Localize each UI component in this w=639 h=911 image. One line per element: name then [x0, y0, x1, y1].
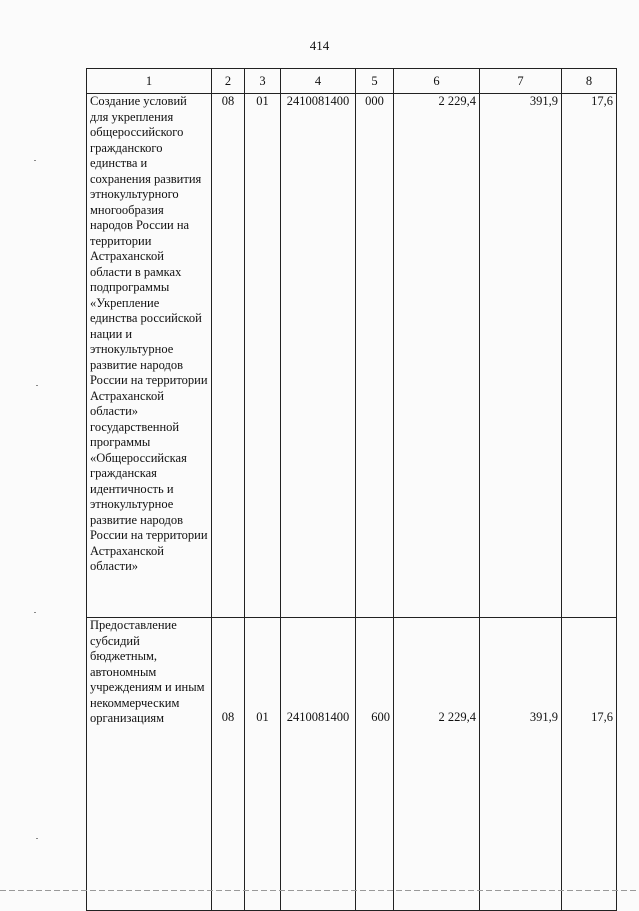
- col-header-5: 5: [356, 69, 394, 94]
- col-header-8: 8: [562, 69, 617, 94]
- row-description: Создание условий для укрепления общероссийского гражданского единства и сохранения развития этнокультурного многообразия народов России на территории Астраханской области в рамках подпрограммы «Укрепление единства российской нации и этнокультурное развитие народов России на территории Астраханской области» государственной программы «Общероссийская гражданская идентичность и этнокультурное развитие народов России на территории Астраханской области»: [87, 94, 212, 618]
- table-row: [87, 94, 617, 618]
- col-header-1: 1: [87, 69, 212, 94]
- scan-speck: [34, 612, 36, 613]
- col-header-2: 2: [212, 69, 245, 94]
- page-number: 414: [309, 38, 330, 53]
- row-amount-1: 2 229,4: [394, 618, 480, 911]
- scan-speck: [36, 838, 38, 839]
- table-header-row: [87, 69, 617, 94]
- col-header-4: 4: [281, 69, 356, 94]
- row-amount-2: 391,9: [480, 618, 562, 911]
- table-row: [87, 618, 617, 911]
- row-target-article: 2410081400: [281, 618, 356, 911]
- scan-edge-line: [0, 890, 639, 891]
- row-percent: 17,6: [562, 94, 617, 618]
- col-header-3: 3: [245, 69, 281, 94]
- row-amount-1: 2 229,4: [394, 94, 480, 618]
- row-subsection: 01: [245, 94, 281, 618]
- row-section: 08: [212, 94, 245, 618]
- row-target-article: 2410081400: [281, 94, 356, 618]
- row-description: Предоставление субсидий бюджетным, автономным учреждениям и иным некоммерческим организациям: [87, 618, 212, 911]
- row-amount-2: 391,9: [480, 94, 562, 618]
- budget-table: [86, 68, 617, 911]
- row-section: 08: [212, 618, 245, 911]
- row-expense-type: 000: [356, 94, 394, 618]
- row-expense-type: 600: [356, 618, 394, 911]
- col-header-7: 7: [480, 69, 562, 94]
- scan-speck: [34, 160, 36, 161]
- scan-speck: [36, 385, 38, 386]
- row-subsection: 01: [245, 618, 281, 911]
- row-percent: 17,6: [562, 618, 617, 911]
- col-header-6: 6: [394, 69, 480, 94]
